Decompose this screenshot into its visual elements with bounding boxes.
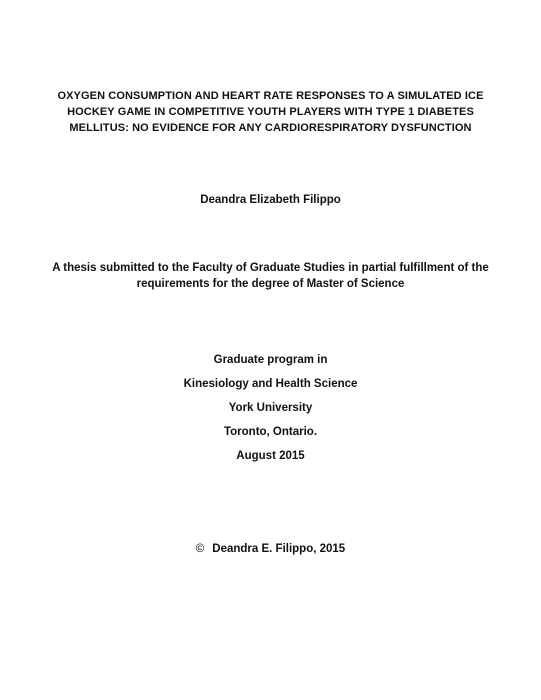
submission-date: August 2015	[236, 450, 305, 462]
thesis-title	[40, 88, 501, 136]
thesis-title-line: HOCKEY GAME IN COMPETITIVE YOUTH PLAYERS WITH TYPE 1 DIABETES	[67, 106, 474, 118]
thesis-statement-line: requirements for the degree of Master of Science	[136, 278, 405, 290]
copyright-notice	[40, 541, 501, 557]
program-info	[40, 348, 501, 468]
university-name: York University	[228, 402, 313, 414]
thesis-title-line: MELLITUS: NO EVIDENCE FOR ANY CARDIORESPIRATORY DYSFUNCTION	[69, 122, 472, 134]
copyright-icon: ©	[195, 543, 205, 555]
thesis-statement-line: A thesis submitted to the Faculty of Graduate Studies in partial fulfillment of the	[52, 262, 489, 274]
thesis-statement	[40, 260, 501, 292]
program-label: Graduate program in	[213, 354, 328, 366]
copyright-text: Deandra E. Filippo, 2015	[212, 543, 346, 555]
author-name: Deandra Elizabeth Filippo	[200, 194, 341, 206]
thesis-title-line: OXYGEN CONSUMPTION AND HEART RATE RESPONSES TO A SIMULATED ICE	[57, 90, 484, 102]
program-name: Kinesiology and Health Science	[183, 378, 358, 390]
location: Toronto, Ontario.	[223, 426, 318, 438]
